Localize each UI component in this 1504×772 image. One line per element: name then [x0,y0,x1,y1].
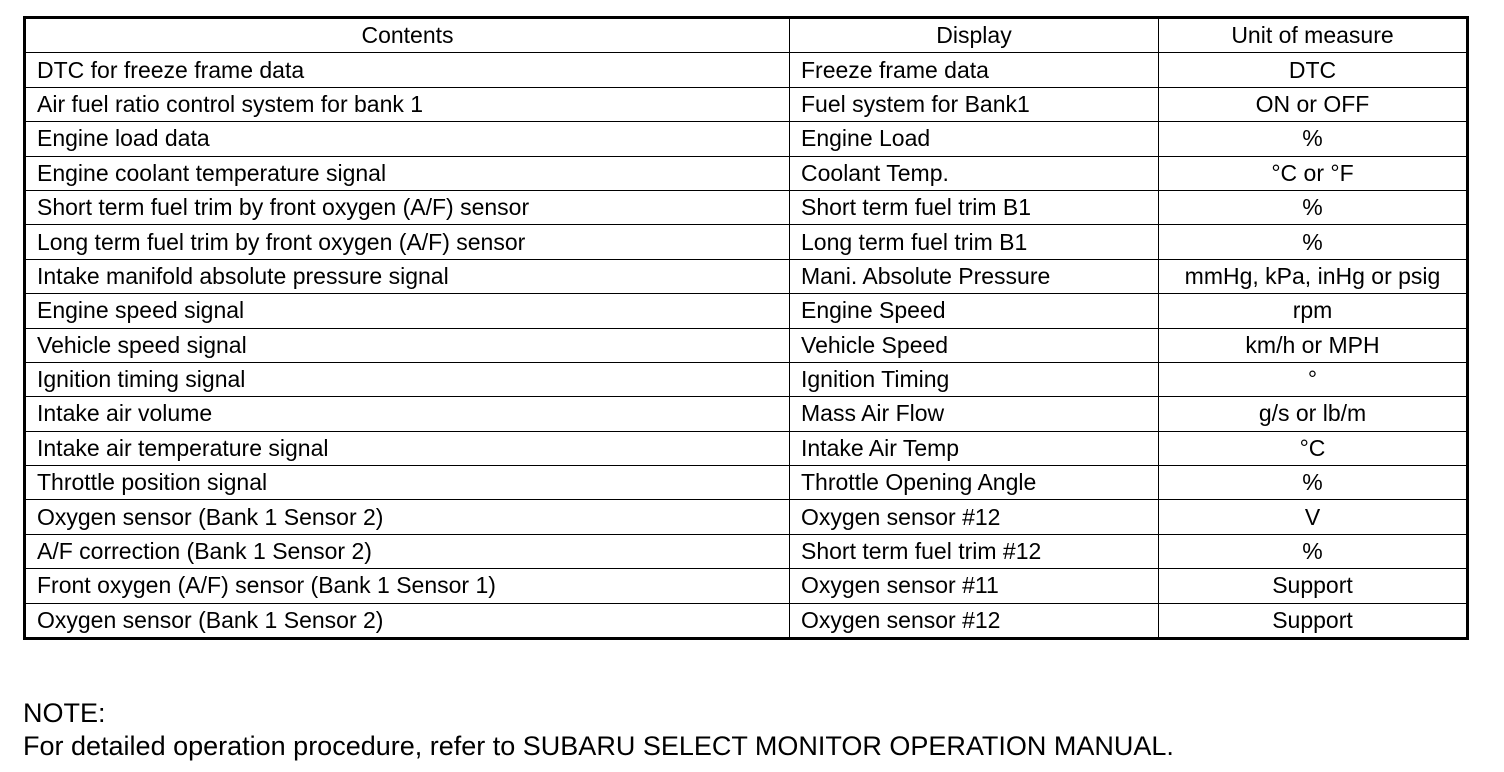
table-row [25,156,1468,190]
table-row [25,53,1468,87]
cell-unit: % [1159,190,1468,224]
table-row [25,225,1468,259]
table-row [25,294,1468,328]
cell-contents: Throttle position signal [25,466,790,500]
cell-contents: Long term fuel trim by front oxygen (A/F) sensor [25,225,790,259]
cell-unit: °C [1159,431,1468,465]
note-block [23,697,1174,763]
cell-contents: Oxygen sensor (Bank 1 Sensor 2) [25,500,790,534]
cell-contents: Engine coolant temperature signal [25,156,790,190]
table-row [25,534,1468,568]
cell-contents: Intake air volume [25,397,790,431]
table-row [25,122,1468,156]
cell-unit: % [1159,466,1468,500]
cell-display: Vehicle Speed [790,328,1159,362]
cell-display: Engine Load [790,122,1159,156]
cell-unit: g/s or lb/m [1159,397,1468,431]
note-text: For detailed operation procedure, refer to SUBARU SELECT MONITOR OPERATION MANUAL. [23,731,1174,761]
table-header [25,18,1468,53]
cell-display: Short term fuel trim B1 [790,190,1159,224]
cell-unit: % [1159,122,1468,156]
cell-display: Oxygen sensor #12 [790,603,1159,638]
cell-display: Ignition Timing [790,362,1159,396]
cell-unit: ° [1159,362,1468,396]
cell-display: Short term fuel trim #12 [790,534,1159,568]
header-contents: Contents [25,18,790,53]
table-row [25,328,1468,362]
monitor-data-table [23,16,1469,640]
cell-display: Engine Speed [790,294,1159,328]
cell-display: Fuel system for Bank1 [790,87,1159,121]
cell-display: Throttle Opening Angle [790,466,1159,500]
table-row [25,397,1468,431]
table-row [25,259,1468,293]
cell-contents: Engine speed signal [25,294,790,328]
table-row [25,87,1468,121]
cell-contents: DTC for freeze frame data [25,53,790,87]
cell-contents: Oxygen sensor (Bank 1 Sensor 2) [25,603,790,638]
cell-contents: Intake manifold absolute pressure signal [25,259,790,293]
cell-unit: Support [1159,603,1468,638]
cell-display: Intake Air Temp [790,431,1159,465]
cell-unit: rpm [1159,294,1468,328]
table-row [25,431,1468,465]
cell-unit: % [1159,534,1468,568]
cell-display: Oxygen sensor #12 [790,500,1159,534]
cell-unit: km/h or MPH [1159,328,1468,362]
header-unit-of-measure: Unit of measure [1159,18,1468,53]
cell-display: Freeze frame data [790,53,1159,87]
cell-unit: V [1159,500,1468,534]
cell-unit: % [1159,225,1468,259]
table-row [25,603,1468,638]
table-header-row [25,18,1468,53]
cell-unit: DTC [1159,53,1468,87]
cell-display: Oxygen sensor #11 [790,569,1159,603]
cell-unit: °C or °F [1159,156,1468,190]
table-row [25,190,1468,224]
cell-contents: A/F correction (Bank 1 Sensor 2) [25,534,790,568]
table-body [25,53,1468,639]
cell-display: Mani. Absolute Pressure [790,259,1159,293]
header-display: Display [790,18,1159,53]
cell-contents: Air fuel ratio control system for bank 1 [25,87,790,121]
cell-unit: Support [1159,569,1468,603]
table-row [25,569,1468,603]
cell-unit: ON or OFF [1159,87,1468,121]
cell-contents: Vehicle speed signal [25,328,790,362]
table-row [25,466,1468,500]
cell-unit: mmHg, kPa, inHg or psig [1159,259,1468,293]
cell-display: Long term fuel trim B1 [790,225,1159,259]
cell-contents: Front oxygen (A/F) sensor (Bank 1 Sensor 1) [25,569,790,603]
cell-contents: Intake air temperature signal [25,431,790,465]
cell-display: Mass Air Flow [790,397,1159,431]
cell-contents: Engine load data [25,122,790,156]
cell-contents: Ignition timing signal [25,362,790,396]
table-row [25,362,1468,396]
note-label: NOTE: [23,698,106,728]
table-row [25,500,1468,534]
cell-display: Coolant Temp. [790,156,1159,190]
cell-contents: Short term fuel trim by front oxygen (A/F) sensor [25,190,790,224]
